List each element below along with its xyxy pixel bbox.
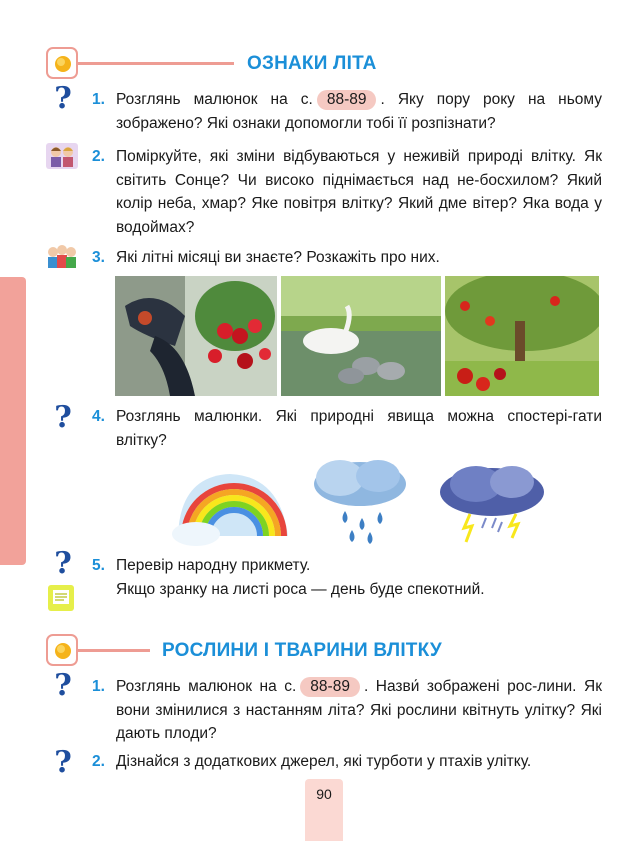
task-text: . Яку пору року на ньому зображено? Які ознаки допомогли тобі її розпізнати? — [116, 91, 602, 132]
task-number: 5. — [92, 557, 105, 574]
task-3 — [92, 246, 602, 270]
folk-sign-text: Якщо зранку на листі роса — день буде спекотний. — [116, 580, 485, 598]
sun-icon — [46, 634, 78, 666]
rainbow-icon — [170, 456, 296, 548]
task-1 — [92, 675, 602, 746]
page-reference-badge[interactable]: 88-89 — [300, 677, 360, 697]
task-text: Які літні місяці ви знаєте? Розкажіть про них. — [116, 249, 440, 266]
task-2 — [92, 750, 602, 774]
task-text: Розглянь малюнок на с. — [116, 91, 313, 108]
storm-cloud-icon — [430, 456, 556, 548]
rain-cloud-icon — [300, 456, 426, 548]
question-icon: ? — [54, 400, 72, 435]
photo-swans — [281, 276, 441, 396]
photo-apple-orchard — [445, 276, 599, 396]
page-reference-badge[interactable]: 88-89 — [317, 90, 377, 110]
question-icon: ? — [54, 745, 72, 780]
task-number: 2. — [92, 148, 105, 165]
task-4 — [92, 405, 602, 452]
task-2 — [92, 145, 602, 239]
task-number: 1. — [92, 91, 105, 108]
task-text: Поміркуйте, які зміни відбуваються у неживій природі влітку. Як світить Сонце? Чи високо піднімається над не-босхилом? Який колір неба, хмар? Яке повітря влітку? Який дме вітер? Яка вода у водоймах? — [116, 148, 602, 236]
task-text: Дізнайся з додаткових джерел, які турботи у птахів улітку. — [116, 753, 532, 770]
group-work-icon — [46, 244, 78, 270]
question-icon: ? — [54, 668, 72, 703]
question-icon: ? — [54, 81, 72, 116]
task-number: 3. — [92, 249, 105, 266]
section-title: РОСЛИНИ І ТВАРИНИ ВЛІТКУ — [162, 640, 442, 661]
photo-swallows-cherries — [115, 276, 277, 396]
task-number: 1. — [92, 678, 105, 695]
task-text: . Назви́ зображені рос-лини. Як вони змінилися з настанням літа? Які рослини квітнуть улітку? Які дають плоди? — [116, 678, 602, 742]
section-divider — [78, 649, 150, 652]
task-number: 4. — [92, 408, 105, 425]
task-text: Розглянь малюнки. Які природні явища можна спостері-гати влітку? — [116, 408, 602, 449]
section-divider — [78, 62, 234, 65]
task-number: 2. — [92, 753, 105, 770]
task-text: Розглянь малюнок на с. — [116, 678, 297, 695]
task-5 — [92, 554, 602, 601]
notebook-icon — [46, 585, 78, 611]
task-text: Перевір народну прикмету. — [116, 557, 311, 574]
page-number: 90 — [305, 779, 343, 841]
sun-icon — [46, 47, 78, 79]
pair-work-icon — [46, 143, 78, 169]
question-icon: ? — [54, 546, 72, 581]
task-1 — [92, 88, 602, 135]
section-title: ОЗНАКИ ЛІТА — [247, 53, 377, 74]
side-tab — [0, 277, 26, 565]
